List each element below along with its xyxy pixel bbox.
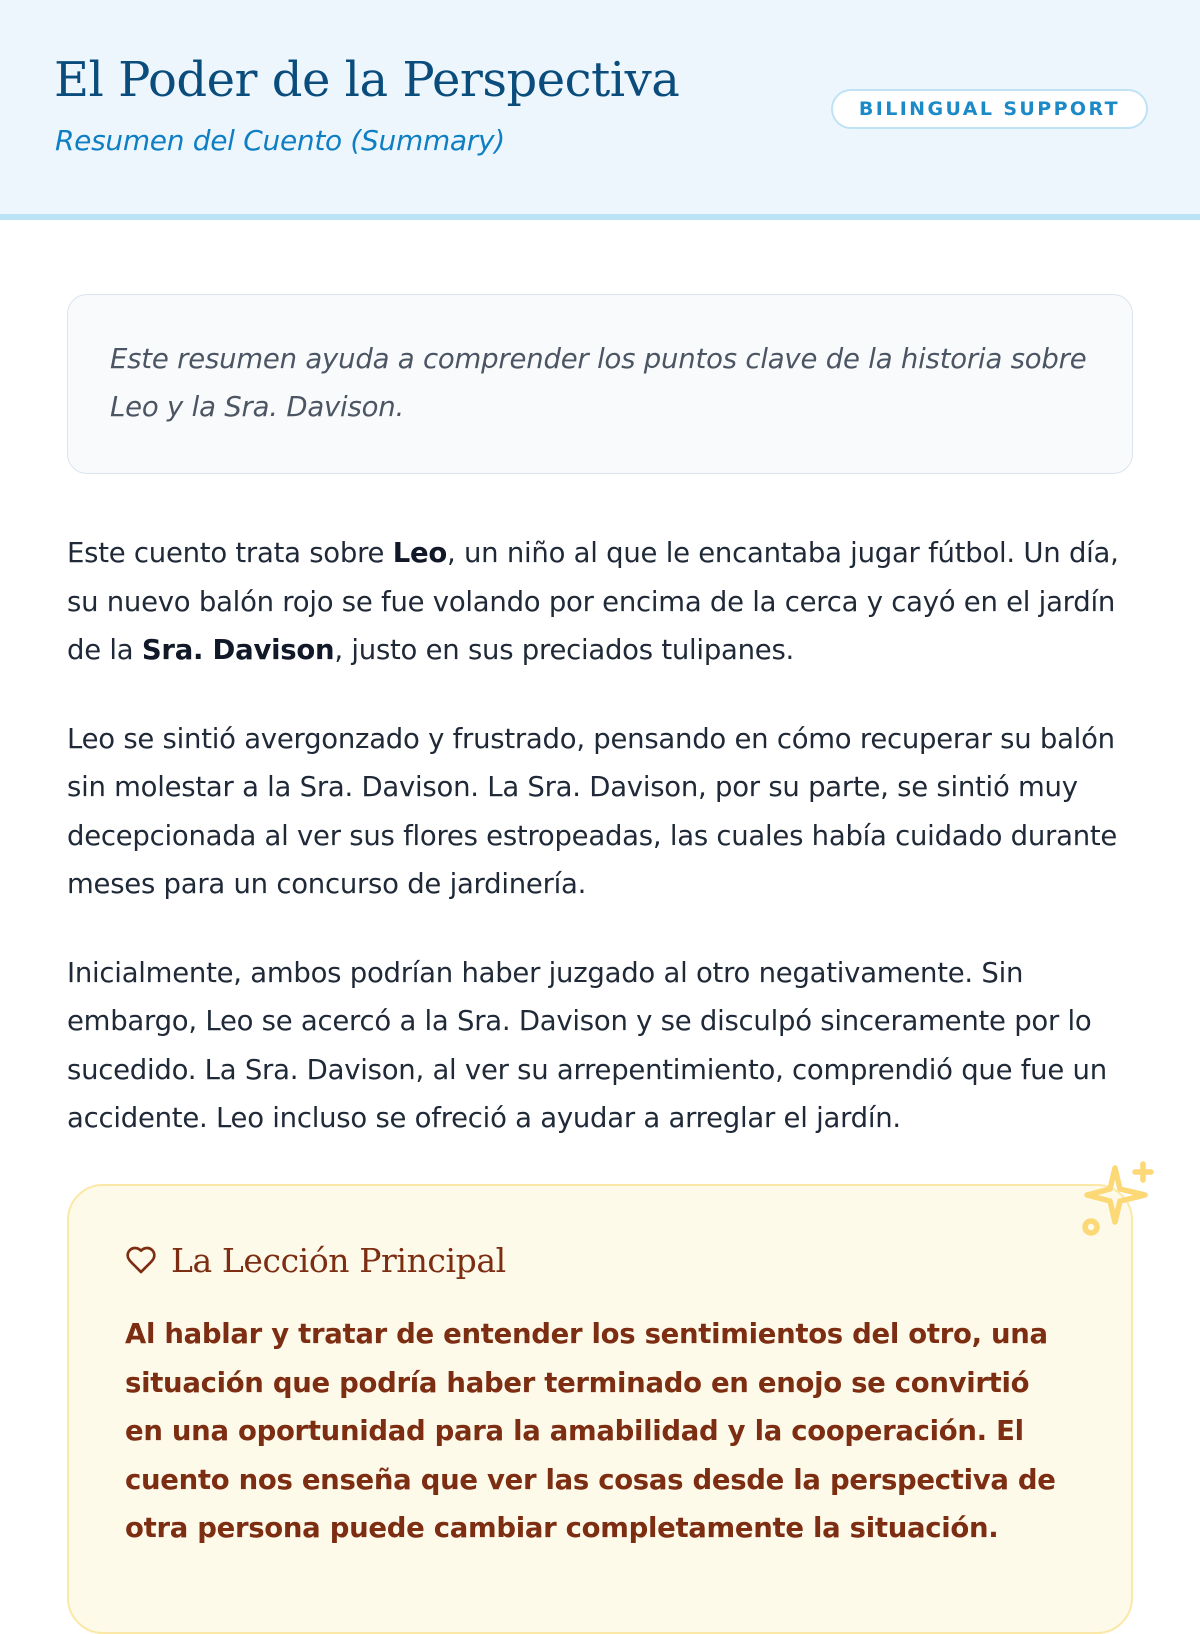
page-subtitle: Resumen del Cuento (Summary)	[55, 124, 505, 157]
page-title: El Poder de la Perspectiva	[54, 52, 680, 108]
character-name-leo: Leo	[392, 537, 448, 569]
story-summary	[67, 529, 1147, 1183]
heart-icon	[125, 1244, 157, 1276]
story-paragraph-2: Leo se sintió avergonzado y frustrado, pensando en cómo recuperar su balón sin molestar a la Sra. Davison. La Sra. Davison, por su parte, se sintió muy decepcionada al ver sus flores estropeadas, las cuales había cuidado durante meses para un concurso de jardinería.	[67, 722, 1118, 900]
bilingual-support-badge: BILINGUAL SUPPORT	[831, 89, 1148, 129]
lesson-header	[125, 1240, 1075, 1280]
sparkle-icon	[1077, 1160, 1157, 1240]
story-paragraph-3: Inicialmente, ambos podrían haber juzgado al otro negativamente. Sin embargo, Leo se acercó a la Sra. Davison y se disculpó sinceramente por lo sucedido. La Sra. Davison, al ver su arrepentimiento, comprendió que fue un accidente. Leo incluso se ofreció a ayudar a arreglar el jardín.	[67, 956, 1107, 1134]
intro-text: Este resumen ayuda a comprender los puntos clave de la historia sobre Leo y la Sra. Davison.	[110, 343, 1087, 423]
lesson-text: Al hablar y tratar de entender los sentimientos del otro, una situación que podría haber terminado en enojo se convirtió en una oportunidad para la amabilidad y la cooperación. El cuento nos enseña que ver las cosas desde la perspectiva de otra persona puede cambiar completamente la situación.	[125, 1318, 1056, 1544]
p1-text-start: Este cuento trata sobre	[67, 537, 393, 569]
p1-text-end: , justo en sus preciados tulipanes.	[334, 634, 795, 666]
lesson-title: La Lección Principal	[171, 1240, 506, 1280]
intro-callout	[67, 294, 1133, 474]
lesson-card	[67, 1184, 1133, 1634]
story-paragraph-1	[67, 529, 1147, 675]
p1-text-middle: , un niño al que le encantaba jugar fútbol. Un día, su nuevo balón rojo se fue volando por encima de la cerca y cayó en el jardín de la	[67, 537, 1119, 666]
character-name-davison: Sra. Davison	[141, 634, 335, 666]
page-header	[0, 0, 1200, 220]
